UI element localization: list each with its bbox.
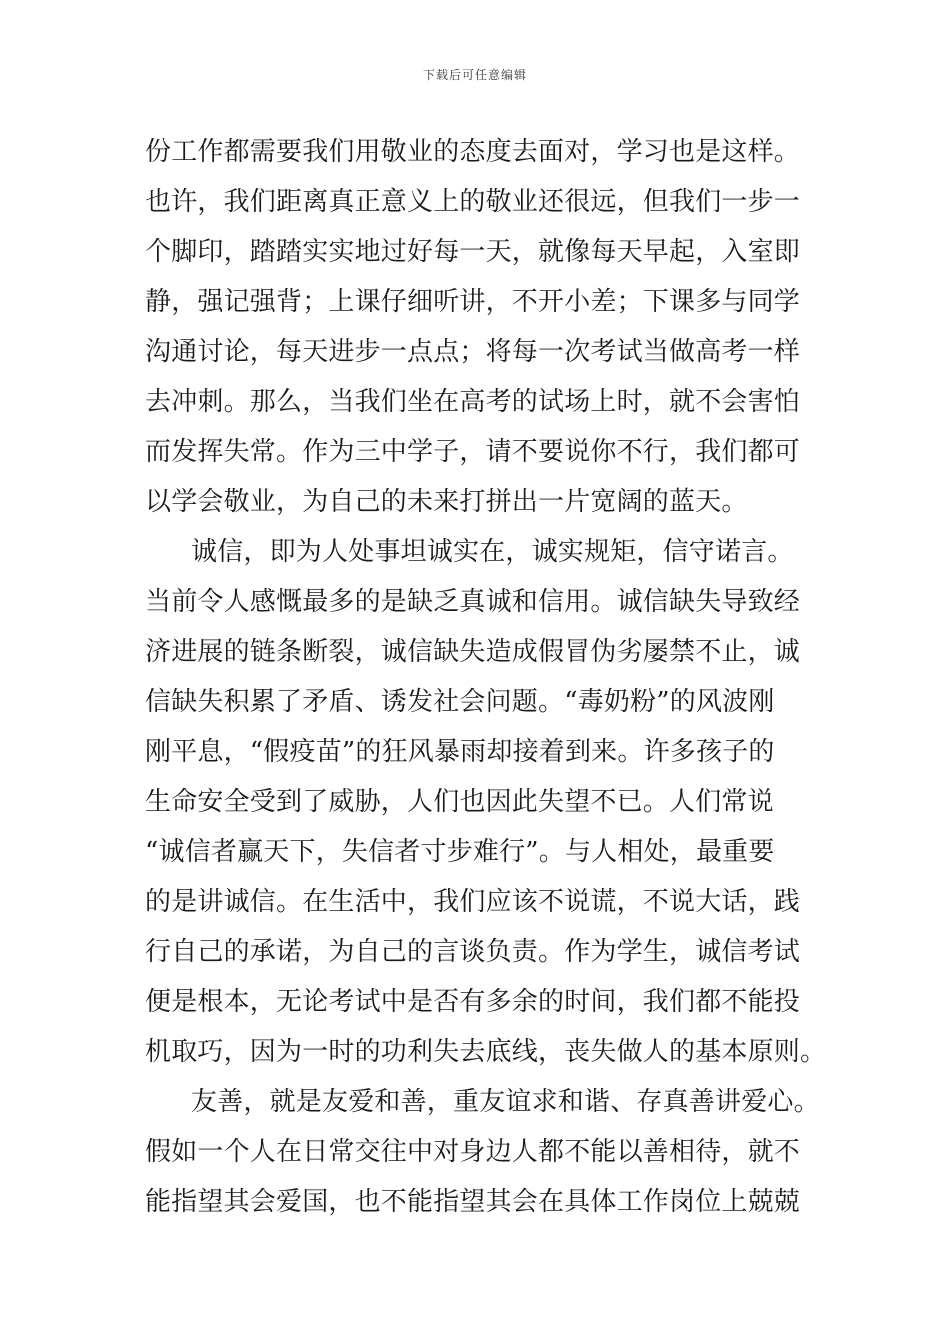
text-line: 刚平息，“假疫苗”的狂风暴雨却接着到来。许多孩子的 [145,737,775,767]
text-line: 份工作都需要我们用敬业的态度去面对，学习也是这样。 [145,137,801,167]
text-line: 济进展的链条断裂，诚信缺失造成假冒伪劣屡禁不止，诚 [145,637,801,667]
text-line: 便是根本，无论考试中是否有多余的时间，我们都不能投 [145,987,801,1017]
text-line: 而发挥失常。作为三中学子，请不要说你不行，我们都可 [145,437,801,467]
text-line: 个脚印，踏踏实实地过好每一天，就像每天早起，入室即 [145,237,801,267]
text-line: 的是讲诚信。在生活中，我们应该不说谎，不说大话，践 [145,887,801,917]
text-line: 去冲刺。那么，当我们坐在高考的试场上时，就不会害怕 [145,387,801,417]
text-line: 行自己的承诺，为自己的言谈负责。作为学生，诚信考试 [145,937,801,967]
text-line: 能指望其会爱国，也不能指望其会在具体工作岗位上兢兢 [145,1187,801,1217]
text-line: 机取巧，因为一时的功利失去底线，丧失做人的基本原则。 [145,1037,827,1067]
text-line: “诚信者赢天下，失信者寸步难行”。与人相处，最重要 [145,837,775,867]
text-line: 信缺失积累了矛盾、诱发社会问题。“毒奶粉”的风波刚 [145,687,775,717]
text-line: 静，强记强背；上课仔细听讲，不开小差；下课多与同学 [145,287,801,317]
text-line: 也许，我们距离真正意义上的敬业还很远，但我们一步一 [145,187,801,217]
text-line: 诚信，即为人处事坦诚实在，诚实规矩，信守诺言。 [191,537,794,567]
text-line: 当前令人感慨最多的是缺乏真诚和信用。诚信缺失导致经 [145,587,801,617]
text-line: 沟通讨论，每天进步一点点；将每一次考试当做高考一样 [145,337,801,367]
text-line: 假如一个人在日常交往中对身边人都不能以善相待，就不 [145,1137,801,1167]
body-text [145,127,825,1227]
text-line: 以学会敬业，为自己的未来打拼出一片宽阔的蓝天。 [145,487,748,517]
text-line: 生命安全受到了威胁，人们也因此失望不已。人们常说 [145,787,774,817]
text-line: 友善，就是友爱和善，重友谊求和谐、存真善讲爱心。 [191,1087,820,1117]
page-header: 下载后可任意编辑 [422,68,527,82]
